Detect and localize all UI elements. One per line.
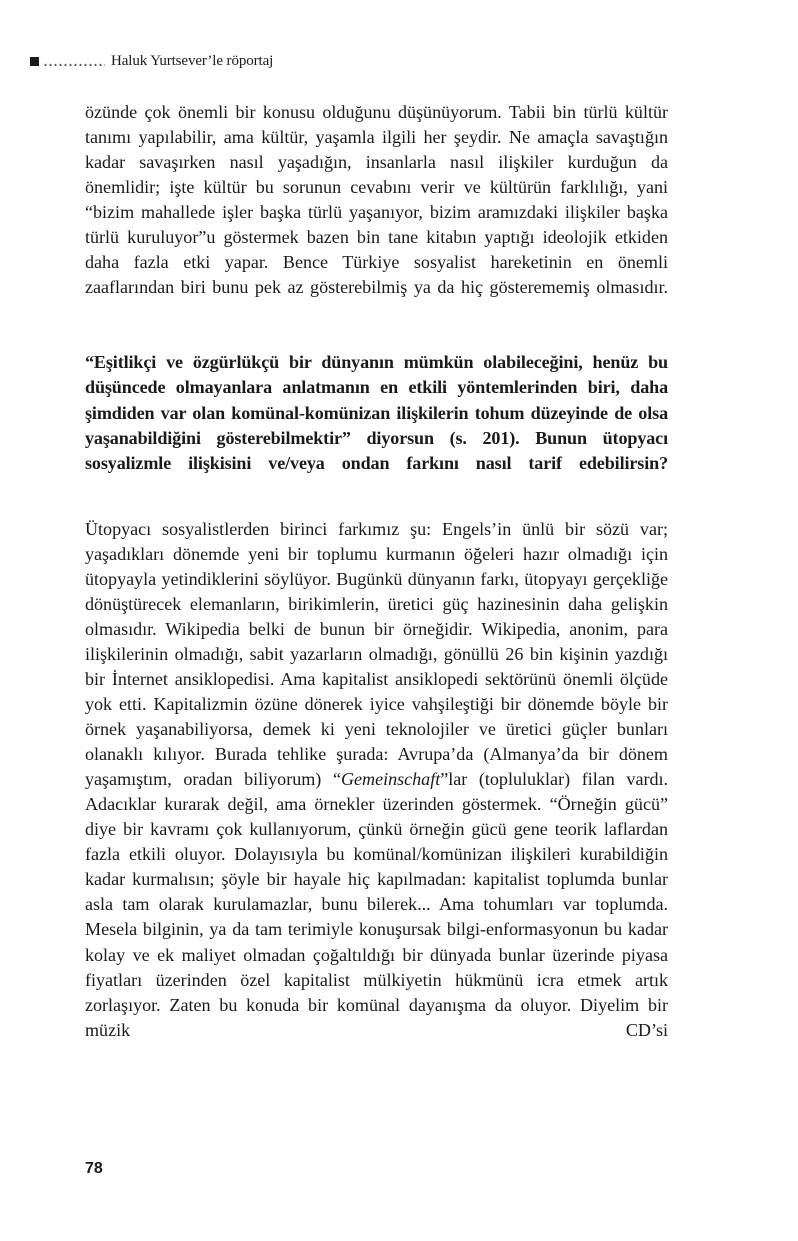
- question-spacer: [85, 501, 668, 517]
- interview-question: “Eşitlikçi ve özgürlükçü bir dünyanın mümkün olabileceğini, henüz bu düşüncede olmayanlara anlatmanın en etkili yöntemlerinden biri, daha şimdiden var olan komünal-komünizan ilişkilerin tohum düzeyinde de olsa yaşanabildiğini gösterebilmektir” diyorsun (s. 201). Bunun ütopyacı sosyalizmle ilişkisini ve/veya ondan farkını nasıl tarif edebilirsin?: [85, 352, 668, 473]
- running-header-title: Haluk Yurtsever’le röportaj: [111, 52, 274, 69]
- text-column: [85, 100, 668, 1068]
- answer-text-part-b: ”lar (topluluklar) filan vardı. Adacıklar kurarak değil, ama örnekler üzerinden göstermek. “Örneğin gücü” diye bir kavramı çok kullanıyorum, çünkü örneğin gücü gene teorik laflardan fazla etkili oluyor. Dolayısıyla bu komünal/komünizan ilişkileri kurabildiğin kadar kurmalısın; şöyle bir hayale hiç kapılmadan: kapitalist toplumda bunlar asla tam olarak kurulamazlar, bunu bilerek... Ama tohumları var toplumda. Mesela bilginin, ya da tam terimiyle konuşursak bilgi-enformasyonun bu kadar kolay ve ek maliyet olmadan çoğaltıldığı bir dünyada bunlar üzerinde piyasa fiyatları üzerinden özel kapitalist mülkiyetin hükmünü icra etmek artık zorlaşıyor. Zaten bu konuda bir komünal dayanışma da oluyor. Diyelim bir müzik CD’si: [85, 769, 668, 1040]
- dotted-leader-icon: [43, 57, 105, 66]
- paragraph-spacer: [85, 325, 668, 350]
- interview-answer: [85, 517, 668, 1068]
- page-number: 78: [85, 1160, 103, 1177]
- paragraph-continuation: özünde çok önemli bir konusu olduğunu düşünüyorum. Tabii bin türlü kültür tanımı yapılabilir, ama kültür, yaşamla ilgili her şeydir. Ne amaçla savaştığın kadar savaşırken nasıl yaşadığın, insanlarla nasıl ilişkiler kurduğun da önemlidir; işte kültür bu sorunun cevabını verir ve kültürün farklılığı, yani “bizim mahallede işler başka türlü yaşanıyor, bizim aramızdaki ilişkiler başka türlü kuruluyor”u göstermek bazen bin tane kitabın yaptığı ideolojik etkiden daha fazla etki yapar. Bence Türkiye sosyalist hareketinin en önemli zaaflarından biri bunu pek az gösterebilmiş ya da hiç gösterememiş olmasıdır.: [85, 102, 668, 298]
- black-square-icon: [30, 57, 39, 66]
- running-header: [30, 50, 670, 72]
- foreign-term-italic: Gemeinschaft: [340, 769, 441, 790]
- answer-text-part-a: Ütopyacı sosyalistlerden birinci farkımız şu: Engels’in ünlü bir sözü var; yaşadıkları dönemde yeni bir toplumu kurmanın öğeleri hazır olmadığı için ütopyayla yetindiklerini söylüyor. Bugünkü dünyanın farkı, ütopyayı gerçekliğe dönüştürecek elemanların, birikimlerin, üretici güç hazinesinin daha gelişkin olmasıdır. Wikipedia belki de bunun bir örneğidir. Wikipedia, anonim, para ilişkilerinin olmadığı, sabit yazarların olmadığı, gönüllü 26 bin kişinin yazdığı bir İnternet ansiklopedisi. Ama kapitalist ansiklopedi sektörünü önemli ölçüde yok etti. Kapitalizmin özüne dönerek iyice vahşileştiği bir dönemde böyle bir örnek yaşanabiliyorsa, demek ki yeni teknolojiler ve üretici güçler bunları olanaklı kılıyor. Burada tehlike şurada: Avrupa’da (Almanya’da bir dönem yaşamıştım, oradan biliyorum) “: [85, 518, 668, 790]
